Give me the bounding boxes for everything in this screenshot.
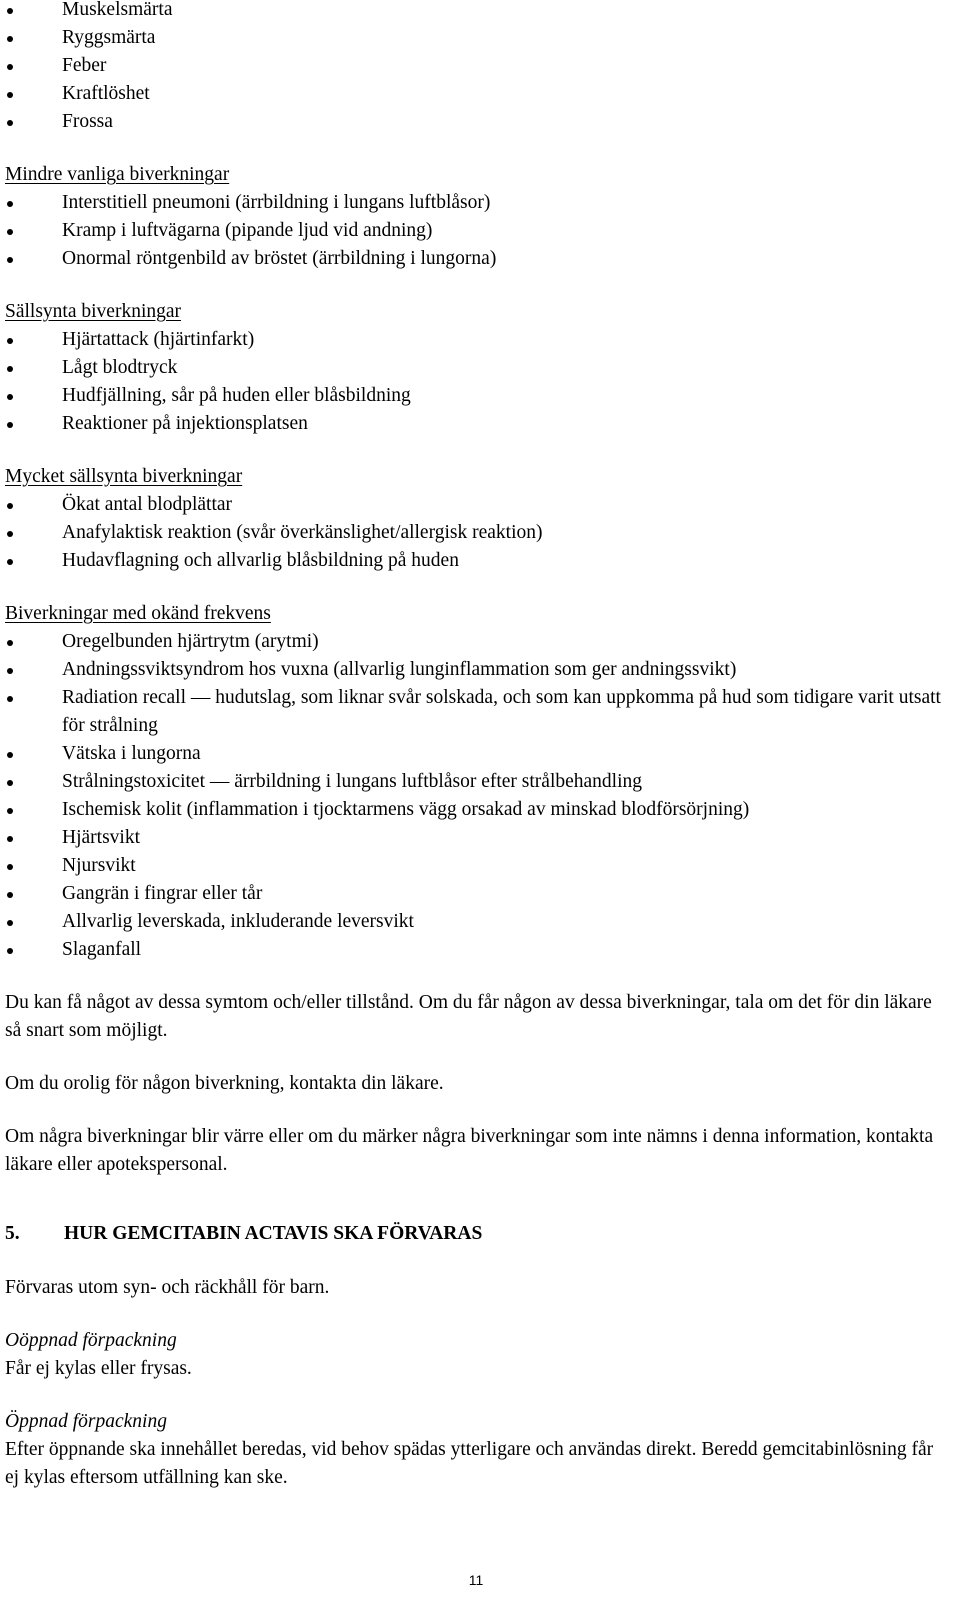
concern-paragraph: Om du orolig för någon biverkning, kontakta din läkare.	[5, 1073, 444, 1094]
list-item: Hjärtsvikt	[5, 824, 945, 852]
unopened-text: Får ej kylas eller frysas.	[5, 1358, 192, 1379]
unknown-frequency-heading: Biverkningar med okänd frekvens	[5, 603, 271, 624]
list-item: Ischemisk kolit (inflammation i tjocktarmens vägg orsakad av minskad blodförsörjning)	[5, 796, 945, 824]
storage-intro: Förvaras utom syn- och räckhåll för barn.	[5, 1277, 330, 1298]
very-rare-list	[5, 491, 945, 575]
list-item: Lågt blodtryck	[5, 354, 945, 382]
list-item: Frossa	[5, 108, 945, 136]
list-item: Radiation recall — hudutslag, som liknar svår solskada, och som kan uppkomma på hud som tidigare varit utsatt för strålning	[5, 684, 945, 740]
opened-heading: Öppnad förpackning	[5, 1411, 167, 1432]
list-item: Reaktioner på injektionsplatsen	[5, 410, 945, 438]
list-item: Ökat antal blodplättar	[5, 491, 945, 519]
uncommon-list	[5, 189, 945, 273]
unopened-heading: Oöppnad förpackning	[5, 1330, 177, 1351]
list-item: Slaganfall	[5, 936, 945, 964]
list-item: Onormal röntgenbild av bröstet (ärrbildning i lungorna)	[5, 245, 945, 273]
unknown-frequency-list	[5, 628, 945, 964]
section-title: HUR GEMCITABIN ACTAVIS SKA FÖRVARAS	[64, 1223, 483, 1244]
list-item: Strålningstoxicitet — ärrbildning i lungans luftblåsor efter strålbehandling	[5, 768, 945, 796]
list-item: Andningssviktsyndrom hos vuxna (allvarlig lunginflammation som ger andningssvikt)	[5, 656, 945, 684]
list-item: Hudfjällning, sår på huden eller blåsbildning	[5, 382, 945, 410]
rare-heading: Sällsynta biverkningar	[5, 301, 182, 322]
list-item: Ryggsmärta	[5, 24, 945, 52]
list-item: Vätska i lungorna	[5, 740, 945, 768]
list-item: Hudavflagning och allvarlig blåsbildning på huden	[5, 547, 945, 575]
uncommon-heading: Mindre vanliga biverkningar	[5, 164, 230, 185]
list-item: Njursvikt	[5, 852, 945, 880]
advice-paragraph: Du kan få något av dessa symtom och/eller tillstånd. Om du får någon av dessa biverkningar, tala om det för din läkare så snart som möjligt.	[5, 992, 932, 1041]
list-item: Oregelbunden hjärtrytm (arytmi)	[5, 628, 945, 656]
report-paragraph: Om några biverkningar blir värre eller om du märker några biverkningar som inte nämns i denna information, kontakta läkare eller apotekspersonal.	[5, 1126, 934, 1175]
list-item: Feber	[5, 52, 945, 80]
opened-text: Efter öppnande ska innehållet beredas, vid behov spädas ytterligare och användas direkt. Beredd gemcitabinlösning får ej kylas eftersom utfällning kan ske.	[5, 1439, 934, 1488]
list-item: Muskelsmärta	[5, 0, 945, 24]
rare-list	[5, 326, 945, 438]
common-side-effects-list	[5, 0, 945, 136]
page-number: 11	[468, 1572, 484, 1588]
section-heading	[5, 1220, 945, 1248]
list-item: Allvarlig leverskada, inkluderande leversvikt	[5, 908, 945, 936]
list-item: Interstitiell pneumoni (ärrbildning i lungans luftblåsor)	[5, 189, 945, 217]
list-item: Gangrän i fingrar eller tår	[5, 880, 945, 908]
very-rare-heading: Mycket sällsynta biverkningar	[5, 466, 243, 487]
list-item: Anafylaktisk reaktion (svår överkänslighet/allergisk reaktion)	[5, 519, 945, 547]
list-item: Kraftlöshet	[5, 80, 945, 108]
document-page	[5, 0, 945, 1492]
list-item: Kramp i luftvägarna (pipande ljud vid andning)	[5, 217, 945, 245]
section-number: 5.	[5, 1223, 20, 1244]
list-item: Hjärtattack (hjärtinfarkt)	[5, 326, 945, 354]
